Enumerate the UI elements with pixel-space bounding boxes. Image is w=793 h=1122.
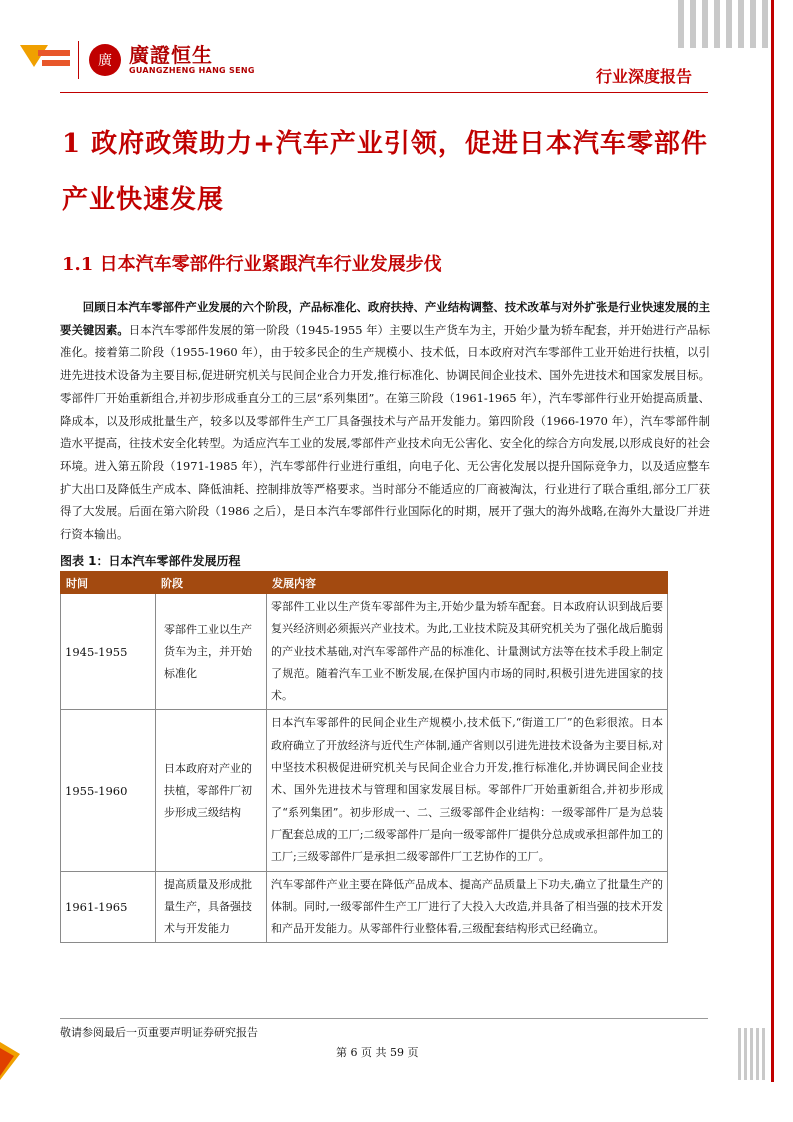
header-rule	[60, 92, 708, 93]
footer-disclaimer: 敬请参阅最后一页重要声明证券研究报告	[60, 1026, 258, 1039]
column-header-content: 发展内容	[267, 572, 668, 594]
table-row	[61, 871, 668, 943]
right-accent-line	[771, 0, 774, 1082]
table-caption: 图表 1：日本汽车零部件发展历程	[60, 554, 241, 568]
logo-divider	[78, 41, 79, 79]
cell-content: 汽车零部件产业主要在降低产品成本、提高产品质量上下功夫,确立了批量生产的体制。同时,一级零部件生产工厂进行了大投入大改造,并具备了相当强的技术开发和产品开发能力。从零部件行业整体看,三级配套结构形式已经确立。	[267, 871, 668, 943]
cell-content: 日本汽车零部件的民间企业生产规模小,技术低下,“街道工厂”的色彩很浓。日本政府确立了开放经济与近代生产体制,通产省则以引进先进技术设备为主要目标,对中坚技术积极促进研究机关与民间企业合力开发,推行标准化,并协调民间企业技术、国外先进技术与管理和国家发展目标。零部件厂开始重新组合,并初步形成了“系列集团”。初步形成一、二、三级零部件企业结构：一级零部件厂是为总装厂配套总成的工厂;二级零部件厂是向一级零部件厂提供分总成或承担部件加工的工厂;三级零部件厂是承担二级零部件厂工艺协作的工厂。	[267, 710, 668, 871]
decorative-stripes-top	[678, 0, 773, 48]
logo-mark-icon	[20, 42, 72, 78]
cell-stage: 提高质量及形成批量生产，具备强技术与开发能力	[156, 871, 267, 943]
paragraph-text: 日本汽车零部件发展的第一阶段（1945-1955 年）主要以生产货车为主，开始少量为轿车配套，并开始进行产品标准化。接着第二阶段（1955-1960 年），由于较多民企的生产规模小、技术低，日本政府对汽车零部件工业开始进行扶植，以引进先进技术设备为主要目标,促进研究机关与民间企业合力开发,推行标准化、协调民间企业技术、国外先进技术和国家发展目标。零部件厂开始重新组合,并初步形成垂直分工的三层“系列集团”。在第三阶段（1961-1965 年），汽车零部件行业开始提高质量、降成本，以及形成批量生产，较多以及零部件生产工厂具备强技术与产品开发能力。第四阶段（1966-1970 年），汽车零部件制造水平提高，往技术安全化转型。为适应汽车工业的发展,零部件产业技术向无公害化、安全化的综合方向发展,以形成良好的社会环境。进入第五阶段（1971-1985 年），汽车零部件行业进行重组，向电子化、无公害化发展以提升国际竞争力，以及适应整车扩大出口及降低生产成本、降低油耗、控制排放等严格要求。当时部分不能适应的厂商被淘汰，行业进行了联合重组,部分工厂获得了大发展。后面在第六阶段（1986 之后），是日本汽车零部件行业国际化的时期，展开了强大的海外战略,在海外大量设厂并进行资本输出。	[60, 322, 710, 542]
cell-time: 1961-1965	[61, 871, 156, 943]
corner-triangle-inner-icon	[0, 1048, 14, 1076]
table-header-row	[61, 572, 668, 594]
logo-name-en: GUANGZHENG HANG SENG	[129, 66, 255, 75]
column-header-stage: 阶段	[156, 572, 267, 594]
table-row	[61, 710, 668, 871]
company-logo	[20, 40, 255, 80]
body-paragraph	[60, 296, 710, 546]
column-header-time: 时间	[61, 572, 156, 594]
footer-rule	[60, 1018, 708, 1019]
chapter-heading: 1 政府政策助力+汽车产业引领，促进日本汽车零部件产业快速发展	[62, 129, 708, 215]
paragraph-bold-lead: 回顾日本汽车零部件产业发展的六个阶段，产品标准化、政府扶持、产业结构调整、技术改革与对外扩张是行业快速发展的主要关键因素。	[60, 300, 710, 337]
cell-stage: 零部件工业以生产货车为主，并开始标准化	[156, 594, 267, 710]
development-history-table	[60, 571, 668, 943]
decorative-stripes-bottom	[738, 1028, 766, 1080]
cell-stage: 日本政府对产业的扶植，零部件厂初步形成三级结构	[156, 710, 267, 871]
report-type-label: 行业深度报告	[596, 67, 693, 86]
page-number: 第 6 页 共 59 页	[336, 1046, 419, 1059]
cell-time: 1945-1955	[61, 594, 156, 710]
logo-seal-icon: 廣	[89, 44, 121, 76]
cell-content: 零部件工业以生产货车零部件为主,开始少量为轿车配套。日本政府认识到战后要复兴经济则必须振兴产业技术。为此,工业技术院及其研究机关为了强化战后脆弱的产业技术基础,对汽车零部件产品的标准化、计量测试方法等在技术手段上制定了规范。随着汽车工业不断发展,在保护国内市场的同时,积极引进先进国家的技术。	[267, 594, 668, 710]
cell-time: 1955-1960	[61, 710, 156, 871]
table-row	[61, 594, 668, 710]
logo-name-cn: 廣證恒生	[129, 43, 213, 67]
section-heading: 1.1 日本汽车零部件行业紧跟汽车行业发展步伐	[62, 254, 442, 275]
